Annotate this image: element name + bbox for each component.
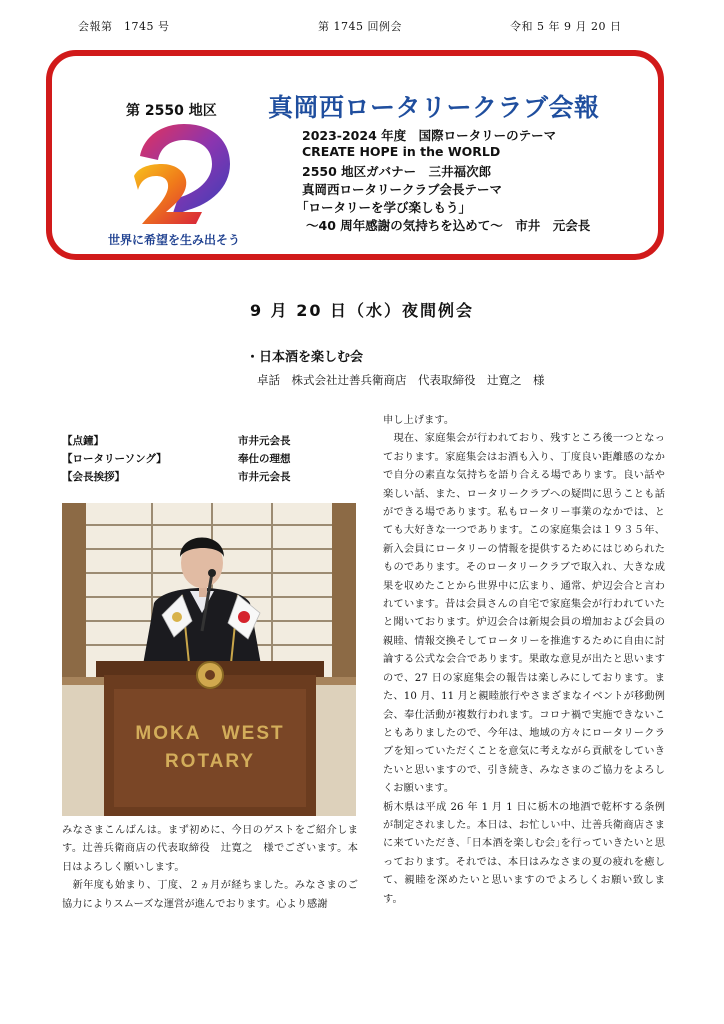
podium-text-line2: ROTARY	[164, 751, 256, 772]
meeting-photo	[62, 503, 356, 816]
issue-date: 令和 5 年 9 月 20 日	[510, 20, 622, 33]
body-paragraph: 現在、家庭集会が行われており、残すところ後一つとなっております。家庭集会はお酒も入り、丁度良い距離感のなかで自分の素直な気持ちを語り合える場であります。良い話や楽しい話、また、ロータリークラブへの疑問に思うことも話ができる場であります。私もロータリー事業のなかでは、とても大好きな一つであります。この家庭集会は１９３５年、新入会員にロータリーの情報を提供するためにはじめられたものであります。そのロータリークラブで取入れ、大きな成果を収めたことから世界中に広まり、通常、炉辺会合と言われています。昔は会員さんの自宅で家庭集会が行われていたと聞いております。炉辺会合は新規会員の増加および会員の親睦、情報交換そしてロータリーを推進するために自由に討論する公式な会合であります。果敢な意見が出たと思いますので、27 日の家庭集会の報告は楽しみにしております。また、10 月、11 月と親睦旅行やさまざまなイベントが移動例会、奉仕活動が複数行われます。コロナ禍で実施できないこともありましたので、今年は、地域の方々にロータリークラブを知っていただくことを意気に考えながら貢献をしていきたいと思いますので、引き続き、みなさまのご協力をよろしくお願います。	[383, 433, 665, 795]
meeting-title: 9 月 20 日（水）夜間例会	[249, 301, 475, 320]
agenda-value: 市井元会長	[238, 435, 291, 447]
agenda-label: 【ロータリーソング】	[62, 453, 167, 465]
agenda-label: 【会長挨拶】	[62, 471, 125, 483]
ri-theme-heading: 2023-2024 年度 国際ロータリーのテーマ	[302, 128, 557, 143]
body-paragraph: みなさまこんばんは。まず初めに、今日のゲストをご紹介します。辻善兵衛商店の代表取締役 辻寛之 様でございます。本日はよろしく願いします。	[62, 825, 358, 873]
club-theme-subtitle: ～40 周年感謝の気持ちを込めて～ 市井 元会長	[306, 218, 591, 233]
podium-text-line1: MOKA WEST	[135, 723, 285, 744]
body-left-column	[62, 822, 358, 914]
district-label: 第 2550 地区	[126, 103, 217, 119]
body-paragraph: 新年度も始まり、丁度、２ヵ月が経ちました。みなさまのご協力によりスムーズな運営が進んでおります。心より感謝	[62, 880, 358, 910]
agenda-value: 市井元会長	[238, 471, 291, 483]
ri-theme: CREATE HOPE in the WORLD	[302, 144, 501, 159]
district-logo-icon	[132, 118, 236, 228]
body-paragraph: 栃木県は平成 26 年 1 月 1 日に栃木の地酒で乾杯する条例が制定されました。本日は、お忙しい中、辻善兵衛商店さまに来ていただき、｢日本酒を楽しむ会｣を行っていきたいと思っております。それでは、本日はみなさまの夏の疲れを癒して、親睦を深めたいと思いますのでよろしくお願い致します。	[383, 801, 665, 905]
agenda-label: 【点鐘】	[62, 435, 104, 447]
district-slogan: 世界に希望を生み出そう	[108, 233, 241, 247]
program-title: ・日本酒を楽しむ会	[246, 350, 364, 365]
body-right-column	[383, 412, 665, 909]
district-governor: 2550 地区ガバナー 三井福次郎	[302, 164, 492, 179]
club-theme-heading: 真岡西ロータリークラブ会長テーマ	[302, 182, 503, 197]
agenda-value: 奉仕の理想	[238, 453, 291, 465]
meeting-number: 第 1745 回例会	[318, 20, 402, 33]
speaker-line: 卓話 株式会社辻善兵衛商店 代表取締役 辻寛之 様	[257, 373, 545, 387]
body-paragraph: 申し上げます。	[383, 415, 455, 426]
issue-number: 会報第 1745 号	[78, 20, 170, 33]
newsletter-title: 真岡西ロータリークラブ会報	[268, 93, 600, 122]
club-theme: 「ロータリーを学び楽しもう」	[296, 200, 472, 215]
